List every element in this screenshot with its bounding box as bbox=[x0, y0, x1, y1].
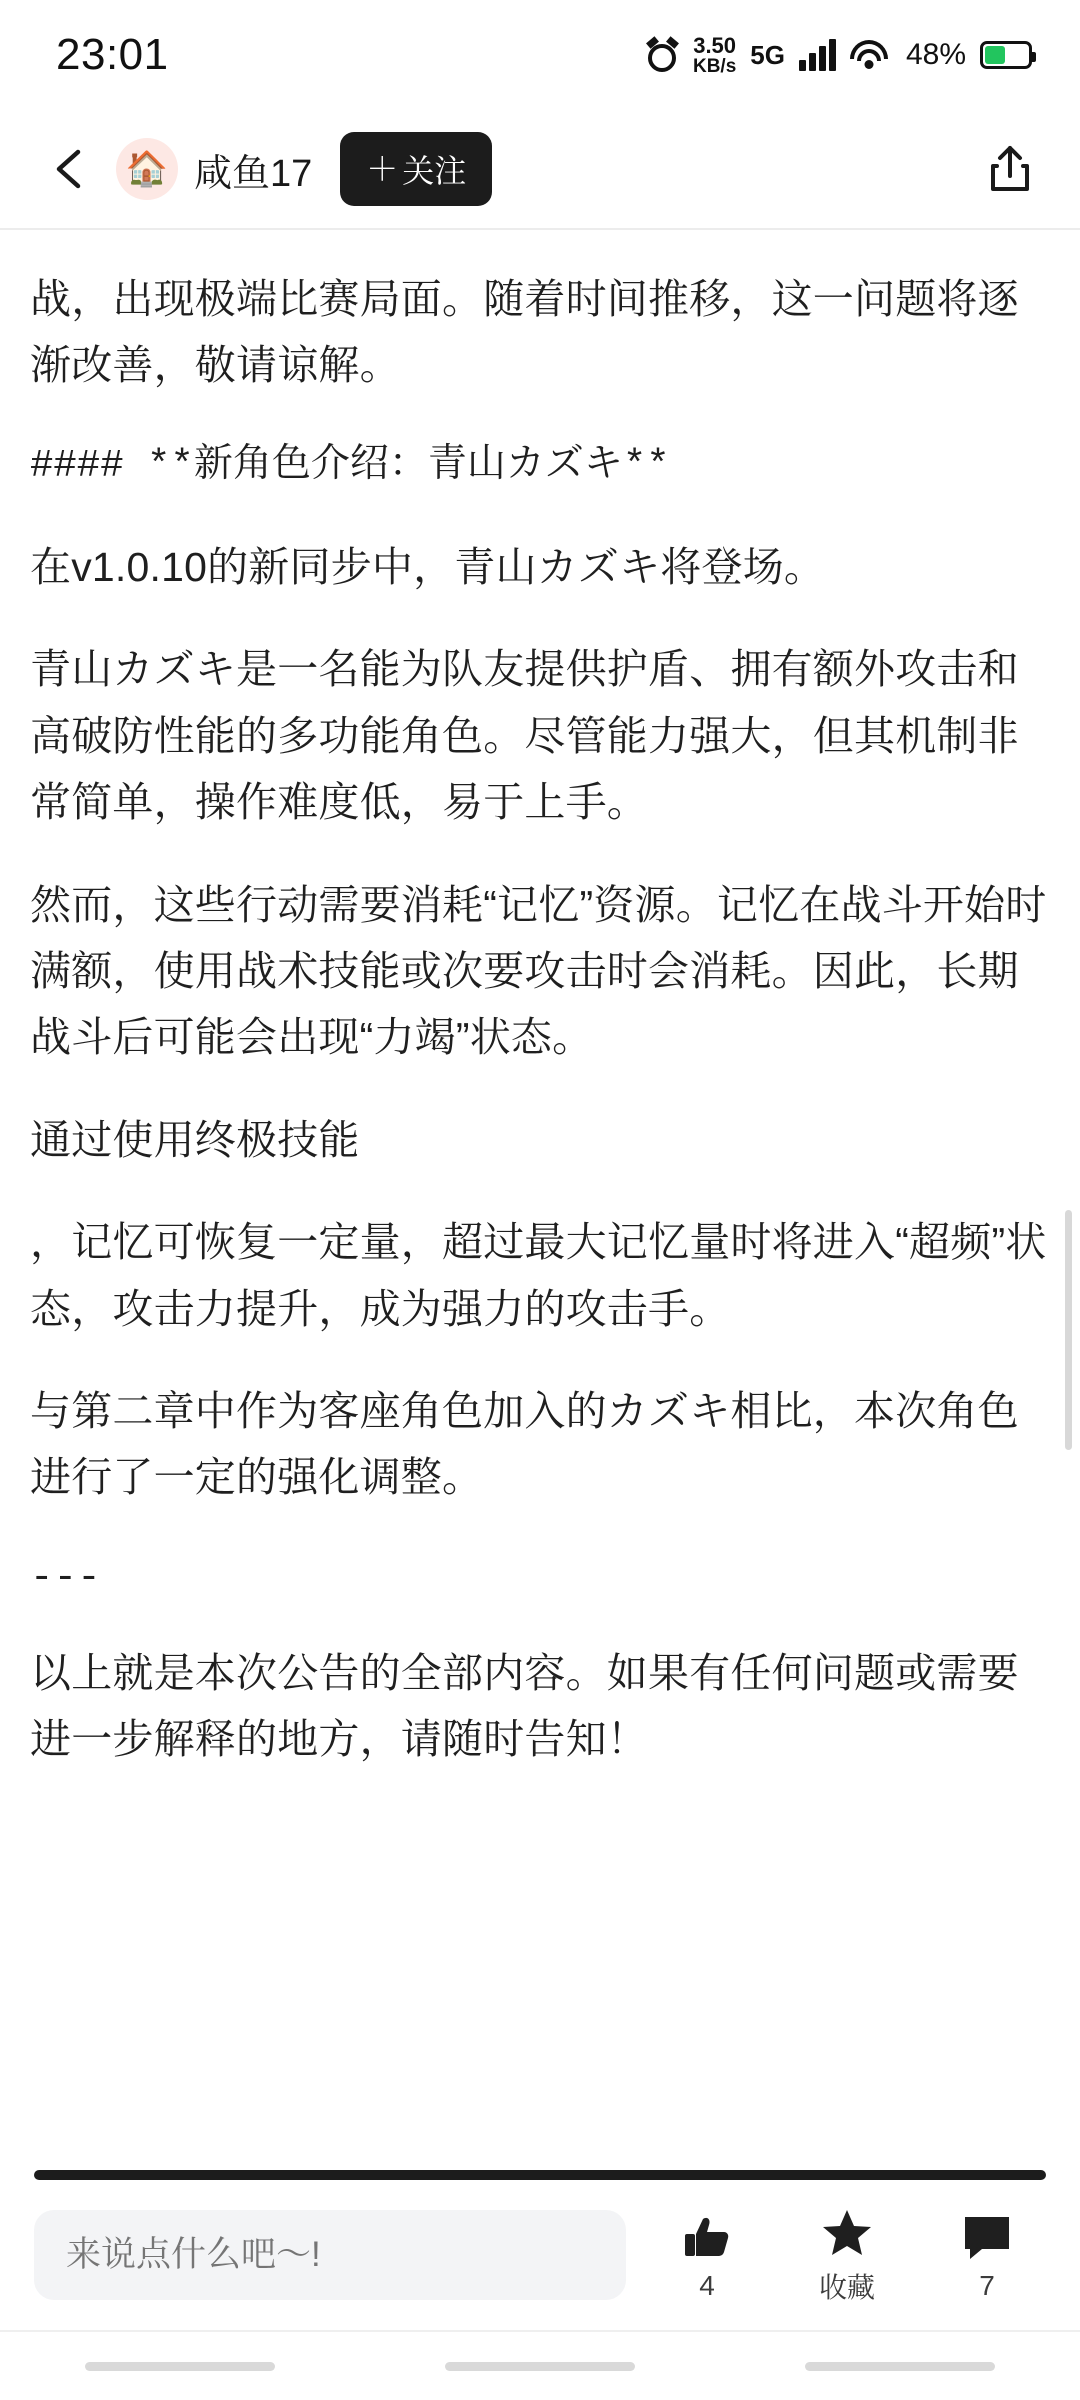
comment-count: 7 bbox=[979, 2270, 995, 2301]
thumbs-up-icon bbox=[680, 2208, 734, 2266]
battery-percent: 48% bbox=[905, 38, 966, 71]
article-content[interactable] bbox=[0, 230, 1080, 2170]
network-speed-value: 3.50 bbox=[693, 32, 737, 58]
alarm-clock-icon bbox=[646, 39, 679, 72]
status-time: 23:01 bbox=[56, 30, 169, 79]
wifi-icon bbox=[850, 40, 888, 70]
article-paragraph: --- bbox=[30, 1555, 101, 1600]
article-paragraph: 在v1.0.10的新同步中，青山カズキ将登场。 bbox=[30, 543, 826, 590]
bottom-divider bbox=[34, 2170, 1046, 2180]
battery-icon bbox=[980, 41, 1032, 69]
nav-home-button[interactable] bbox=[445, 2362, 635, 2371]
chevron-left-icon bbox=[50, 146, 90, 192]
article-paragraph: 与第二章中作为客座角色加入的カズキ相比，本次角色进行了一定的强化调整。 bbox=[30, 1388, 1019, 1501]
avatar[interactable] bbox=[116, 138, 178, 200]
favorite-label: 收藏 bbox=[818, 2272, 875, 2303]
article-paragraph: 战，出现极端比赛局面。随着时间推移，这一问题将逐渐改善，敬请谅解。 bbox=[30, 276, 1019, 389]
avatar-glyph: 🏠 bbox=[125, 150, 169, 188]
star-icon bbox=[819, 2204, 875, 2262]
network-speed bbox=[692, 32, 737, 77]
author-name[interactable]: 咸鱼17 bbox=[194, 152, 313, 195]
status-icons bbox=[646, 32, 1032, 77]
comment-input[interactable] bbox=[66, 2235, 594, 2275]
article-paragraph: 然而，这些行动需要消耗“记忆”资源。记忆在战斗开始时满额，使用战术技能或次要攻击时会消耗。因此，长期战斗后可能会出现“力竭”状态。 bbox=[30, 881, 1047, 1061]
like-count: 4 bbox=[699, 2270, 715, 2301]
favorite-button[interactable] bbox=[788, 2204, 906, 2306]
article-paragraph: #### **新角色介绍：青山カズキ** bbox=[30, 443, 670, 488]
comment-button[interactable] bbox=[928, 2208, 1046, 2302]
signal-bars-icon bbox=[799, 39, 836, 71]
article-paragraph: ，记忆可恢复一定量，超过最大记忆量时将进入“超频”状态，攻击力提升，成为强力的攻击手。 bbox=[30, 1219, 1047, 1332]
bottom-action-bar bbox=[0, 2180, 1080, 2330]
network-speed-unit: KB/s bbox=[692, 55, 737, 77]
like-button[interactable] bbox=[648, 2208, 766, 2302]
follow-label: 关注 bbox=[402, 153, 467, 189]
status-bar bbox=[0, 0, 1080, 110]
back-button[interactable] bbox=[42, 141, 98, 197]
app-header bbox=[0, 110, 1080, 230]
bottom-bar-wrapper bbox=[0, 2170, 1080, 2330]
share-icon bbox=[987, 144, 1033, 194]
comment-icon bbox=[960, 2208, 1014, 2266]
article-paragraph: 以上就是本次公告的全部内容。如果有任何问题或需要进一步解释的地方，请随时告知！ bbox=[30, 1650, 1019, 1763]
network-type-label: 5G bbox=[750, 39, 785, 70]
share-button[interactable] bbox=[980, 139, 1040, 199]
plus-icon: ＋ bbox=[366, 151, 399, 187]
article-paragraph: 通过使用终极技能 bbox=[30, 1116, 360, 1163]
article-paragraph: 青山カズキ是一名能为队友提供护盾、拥有额外攻击和高破防性能的多功能角色。尽管能力强大，但其机制非常简单，操作难度低，易于上手。 bbox=[30, 646, 1019, 826]
follow-button[interactable] bbox=[340, 132, 492, 206]
comment-input-wrapper[interactable] bbox=[34, 2210, 626, 2300]
vertical-scrollbar[interactable] bbox=[1065, 1210, 1072, 1450]
nav-recent-button[interactable] bbox=[85, 2362, 275, 2371]
nav-back-button[interactable] bbox=[805, 2362, 995, 2371]
system-nav-bar bbox=[0, 2330, 1080, 2400]
